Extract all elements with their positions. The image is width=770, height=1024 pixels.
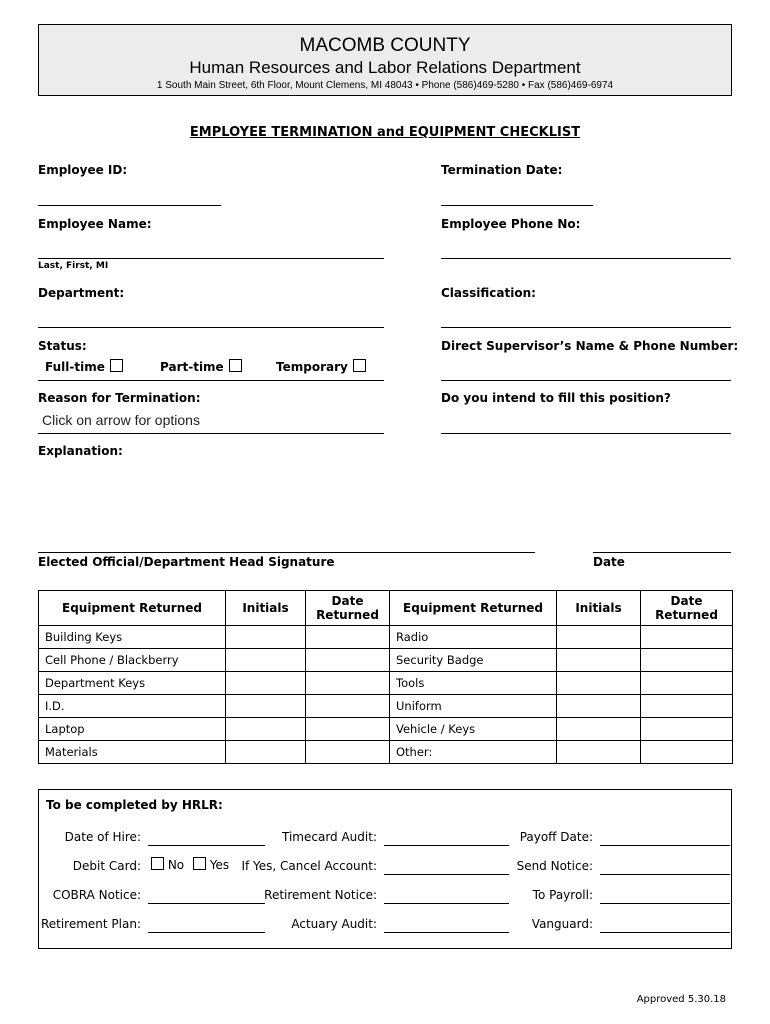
approval-note: Approved 5.30.18 — [636, 994, 726, 1005]
debit-card-label: Debit Card: — [72, 859, 141, 873]
date-cell[interactable] — [306, 718, 390, 741]
timecard-audit-label: Timecard Audit: — [282, 830, 377, 844]
reason-label: Reason for Termination: — [38, 391, 201, 405]
supervisor-field[interactable] — [441, 380, 731, 381]
vanguard-field[interactable] — [600, 932, 730, 933]
table-row — [39, 626, 733, 649]
termination-date-label: Termination Date: — [441, 163, 563, 177]
signature-date-field[interactable] — [593, 552, 731, 553]
equipment-item: Radio — [390, 626, 557, 649]
employee-phone-field[interactable] — [441, 258, 731, 259]
initials-cell[interactable] — [226, 626, 306, 649]
date-cell[interactable] — [641, 718, 733, 741]
cancel-account-label: If Yes, Cancel Account: — [241, 859, 377, 873]
initials-cell[interactable] — [226, 741, 306, 764]
equipment-header-row — [39, 591, 733, 626]
date-cell[interactable] — [641, 672, 733, 695]
temporary-option — [276, 359, 366, 374]
table-row — [39, 718, 733, 741]
department-field[interactable] — [38, 327, 384, 328]
initials-cell[interactable] — [557, 649, 641, 672]
vanguard-label: Vanguard: — [531, 917, 593, 931]
date-cell[interactable] — [306, 649, 390, 672]
cobra-notice-label: COBRA Notice: — [52, 888, 141, 902]
status-label: Status: — [38, 339, 87, 353]
initials-cell[interactable] — [557, 741, 641, 764]
actuary-audit-label: Actuary Audit: — [291, 917, 377, 931]
equipment-item: Department Keys — [39, 672, 226, 695]
termination-date-field[interactable] — [441, 205, 593, 206]
to-payroll-field[interactable] — [600, 903, 730, 904]
signature-date-label: Date — [593, 555, 625, 569]
letterhead — [38, 24, 732, 96]
date-cell[interactable] — [306, 695, 390, 718]
date-of-hire-field[interactable] — [148, 845, 265, 846]
initials-cell[interactable] — [226, 718, 306, 741]
equipment-item: I.D. — [39, 695, 226, 718]
equipment-item: Uniform — [390, 695, 557, 718]
fill-position-field[interactable] — [441, 433, 731, 434]
classification-label: Classification: — [441, 286, 536, 300]
send-notice-label: Send Notice: — [516, 859, 593, 873]
col-date-left: Date Returned — [306, 591, 390, 626]
equipment-table — [38, 590, 733, 764]
date-cell[interactable] — [641, 649, 733, 672]
hrlr-title: To be completed by HRLR: — [46, 798, 223, 812]
col-initials-left: Initials — [226, 591, 306, 626]
initials-cell[interactable] — [557, 626, 641, 649]
col-equipment-right: Equipment Returned — [390, 591, 557, 626]
date-cell[interactable] — [641, 626, 733, 649]
cobra-notice-field[interactable] — [148, 903, 265, 904]
part-time-option — [160, 359, 242, 374]
table-row — [39, 672, 733, 695]
date-cell[interactable] — [306, 741, 390, 764]
date-cell[interactable] — [641, 741, 733, 764]
send-notice-field[interactable] — [600, 874, 730, 875]
part-time-label: Part-time — [160, 360, 224, 374]
retirement-notice-label: Retirement Notice: — [264, 888, 377, 902]
debit-yes-checkbox[interactable] — [193, 857, 206, 870]
table-row — [39, 741, 733, 764]
classification-field[interactable] — [441, 327, 731, 328]
table-row — [39, 649, 733, 672]
initials-cell[interactable] — [557, 695, 641, 718]
employee-id-label: Employee ID: — [38, 163, 128, 177]
reason-dropdown[interactable]: Click on arrow for options — [42, 412, 200, 428]
to-payroll-label: To Payroll: — [532, 888, 593, 902]
full-time-label: Full-time — [45, 360, 105, 374]
employee-id-field[interactable] — [38, 205, 221, 206]
debit-no-label: No — [167, 858, 185, 872]
initials-cell[interactable] — [226, 649, 306, 672]
part-time-checkbox[interactable] — [229, 359, 242, 372]
hrlr-section — [38, 789, 732, 949]
cancel-account-field[interactable] — [384, 874, 509, 875]
full-time-option — [45, 359, 123, 374]
form-title: EMPLOYEE TERMINATION and EQUIPMENT CHECKLIST — [189, 125, 581, 140]
equipment-item: Laptop — [39, 718, 226, 741]
name-format-hint: Last, First, MI — [38, 261, 109, 271]
employee-name-label: Employee Name: — [38, 217, 152, 231]
county-name: MACOMB COUNTY — [299, 35, 471, 56]
explanation-area[interactable] — [38, 462, 730, 547]
date-cell[interactable] — [641, 695, 733, 718]
retirement-notice-field[interactable] — [384, 903, 509, 904]
supervisor-label: Direct Supervisor’s Name & Phone Number: — [441, 339, 739, 353]
equipment-item: Vehicle / Keys — [390, 718, 557, 741]
initials-cell[interactable] — [226, 672, 306, 695]
debit-card-options — [151, 857, 229, 872]
employee-phone-label: Employee Phone No: — [441, 217, 581, 231]
initials-cell[interactable] — [557, 718, 641, 741]
department-name: Human Resources and Labor Relations Department — [189, 58, 581, 77]
timecard-audit-field[interactable] — [384, 845, 509, 846]
department-label: Department: — [38, 286, 125, 300]
initials-cell[interactable] — [557, 672, 641, 695]
explanation-label: Explanation: — [38, 444, 123, 458]
initials-cell[interactable] — [226, 695, 306, 718]
employee-name-field[interactable] — [38, 258, 384, 259]
date-of-hire-label: Date of Hire: — [64, 830, 141, 844]
equipment-item: Tools — [390, 672, 557, 695]
status-underline — [38, 380, 384, 381]
payoff-date-field[interactable] — [600, 845, 730, 846]
payoff-date-label: Payoff Date: — [519, 830, 593, 844]
actuary-audit-field[interactable] — [384, 932, 509, 933]
equipment-item: Cell Phone / Blackberry — [39, 649, 226, 672]
full-time-checkbox[interactable] — [110, 359, 123, 372]
col-initials-right: Initials — [557, 591, 641, 626]
date-cell[interactable] — [306, 672, 390, 695]
table-row — [39, 695, 733, 718]
signature-label: Elected Official/Department Head Signature — [38, 555, 335, 569]
equipment-item: Building Keys — [39, 626, 226, 649]
col-date-right: Date Returned — [641, 591, 733, 626]
col-equipment-left: Equipment Returned — [39, 591, 226, 626]
debit-yes-label: Yes — [209, 858, 230, 872]
fill-position-label: Do you intend to fill this position? — [441, 391, 671, 405]
equipment-item: Security Badge — [390, 649, 557, 672]
equipment-item: Materials — [39, 741, 226, 764]
temporary-checkbox[interactable] — [353, 359, 366, 372]
equipment-item: Other: — [390, 741, 557, 764]
signature-field[interactable] — [38, 552, 535, 553]
retirement-plan-field[interactable] — [148, 932, 265, 933]
retirement-plan-label: Retirement Plan: — [40, 917, 141, 931]
address-line: 1 South Main Street, 6th Floor, Mount Clemens, MI 48043 • Phone (586)469-5280 • Fax (586)469-6974 — [156, 80, 614, 91]
date-cell[interactable] — [306, 626, 390, 649]
debit-no-checkbox[interactable] — [151, 857, 164, 870]
reason-underline — [38, 433, 384, 434]
temporary-label: Temporary — [276, 360, 348, 374]
